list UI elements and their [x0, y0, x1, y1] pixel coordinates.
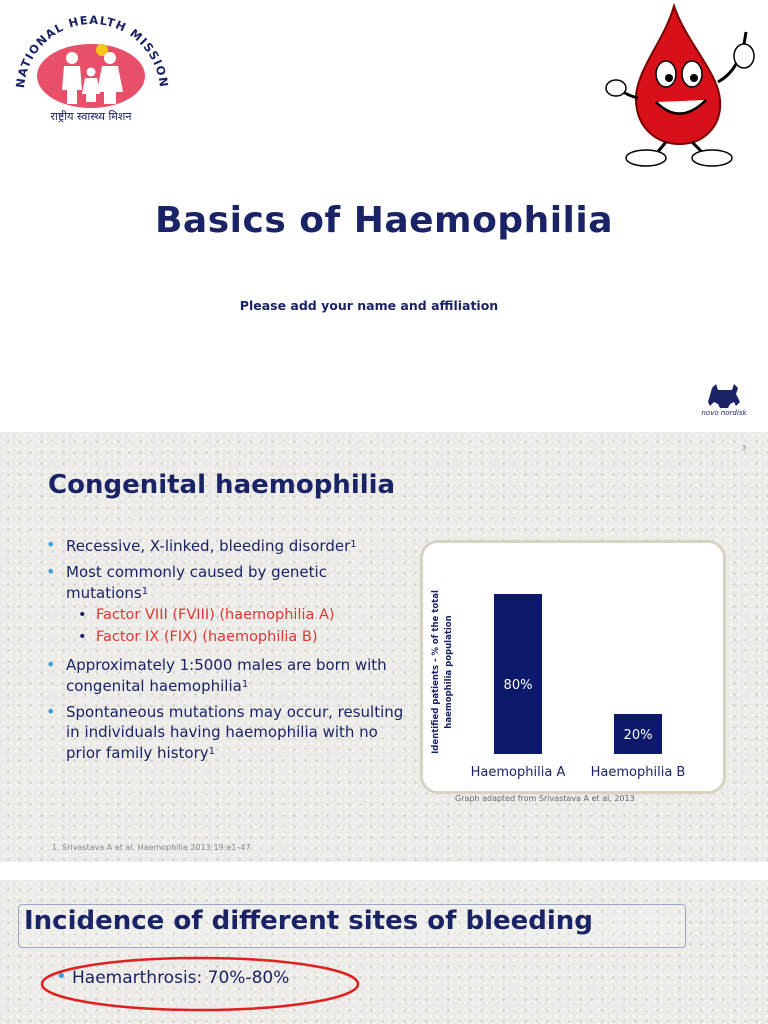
- main-title: Basics of Haemophilia: [154, 200, 614, 241]
- sub-list-item: • Factor IX (FIX) (haemophilia B): [44, 627, 409, 647]
- y-axis-label-line1: Identified patients - % of the total: [431, 590, 441, 754]
- highlight-ellipse: [40, 955, 366, 1019]
- list-item: • Most commonly caused by genetic mutations$^1$: [44, 562, 409, 603]
- national-health-mission-logo: [10, 4, 172, 130]
- subtitle-placeholder: Please add your name and affiliation: [239, 298, 499, 313]
- slide-title: Congenital haemophilia: [48, 470, 396, 500]
- haemophilia-type-bar-chart: [420, 540, 726, 794]
- list-item: • Recessive, X-linked, bleeding disorder$^1$: [44, 535, 409, 556]
- data-label: 80%: [503, 678, 533, 693]
- bullet-marker: •: [56, 966, 67, 987]
- slide-title: Incidence of different sites of bleeding: [24, 906, 593, 936]
- reference-footnote: 1. Srivastava A et al. Haemophilia 2013;19:e1–47: [52, 843, 251, 852]
- list-item: Haemarthrosis: 70%-80%: [72, 968, 290, 988]
- sub-list-item: • Factor VIII (FVIII) (haemophilia A): [44, 605, 409, 625]
- logo-arc-text: NATIONAL HEALTH MISSION: [12, 12, 172, 89]
- y-axis-label-line2: haemophilia population: [444, 615, 454, 729]
- list-item: • Spontaneous mutations may occur, resulting in individuals having haemophilia with no prior family history$^1$: [44, 702, 409, 763]
- category-label: Haemophilia B: [590, 765, 686, 780]
- list-item: • Approximately 1:5000 males are born with congenital haemophilia$^1$: [44, 655, 409, 696]
- novo-nordisk-wordmark: novo nordisk: [701, 409, 747, 417]
- slide-number: 3: [742, 444, 747, 452]
- data-label: 20%: [623, 728, 653, 743]
- blood-drop-mascot: [594, 2, 766, 172]
- chart-caption: Graph adapted from Srivastava A et al, 2013: [455, 794, 635, 803]
- category-label: Haemophilia A: [470, 765, 566, 780]
- logo-hindi-text: राष्ट्रीय स्वास्थ्य मिशन: [50, 110, 132, 123]
- bar-1: [494, 594, 542, 754]
- bullet-list: [44, 535, 409, 769]
